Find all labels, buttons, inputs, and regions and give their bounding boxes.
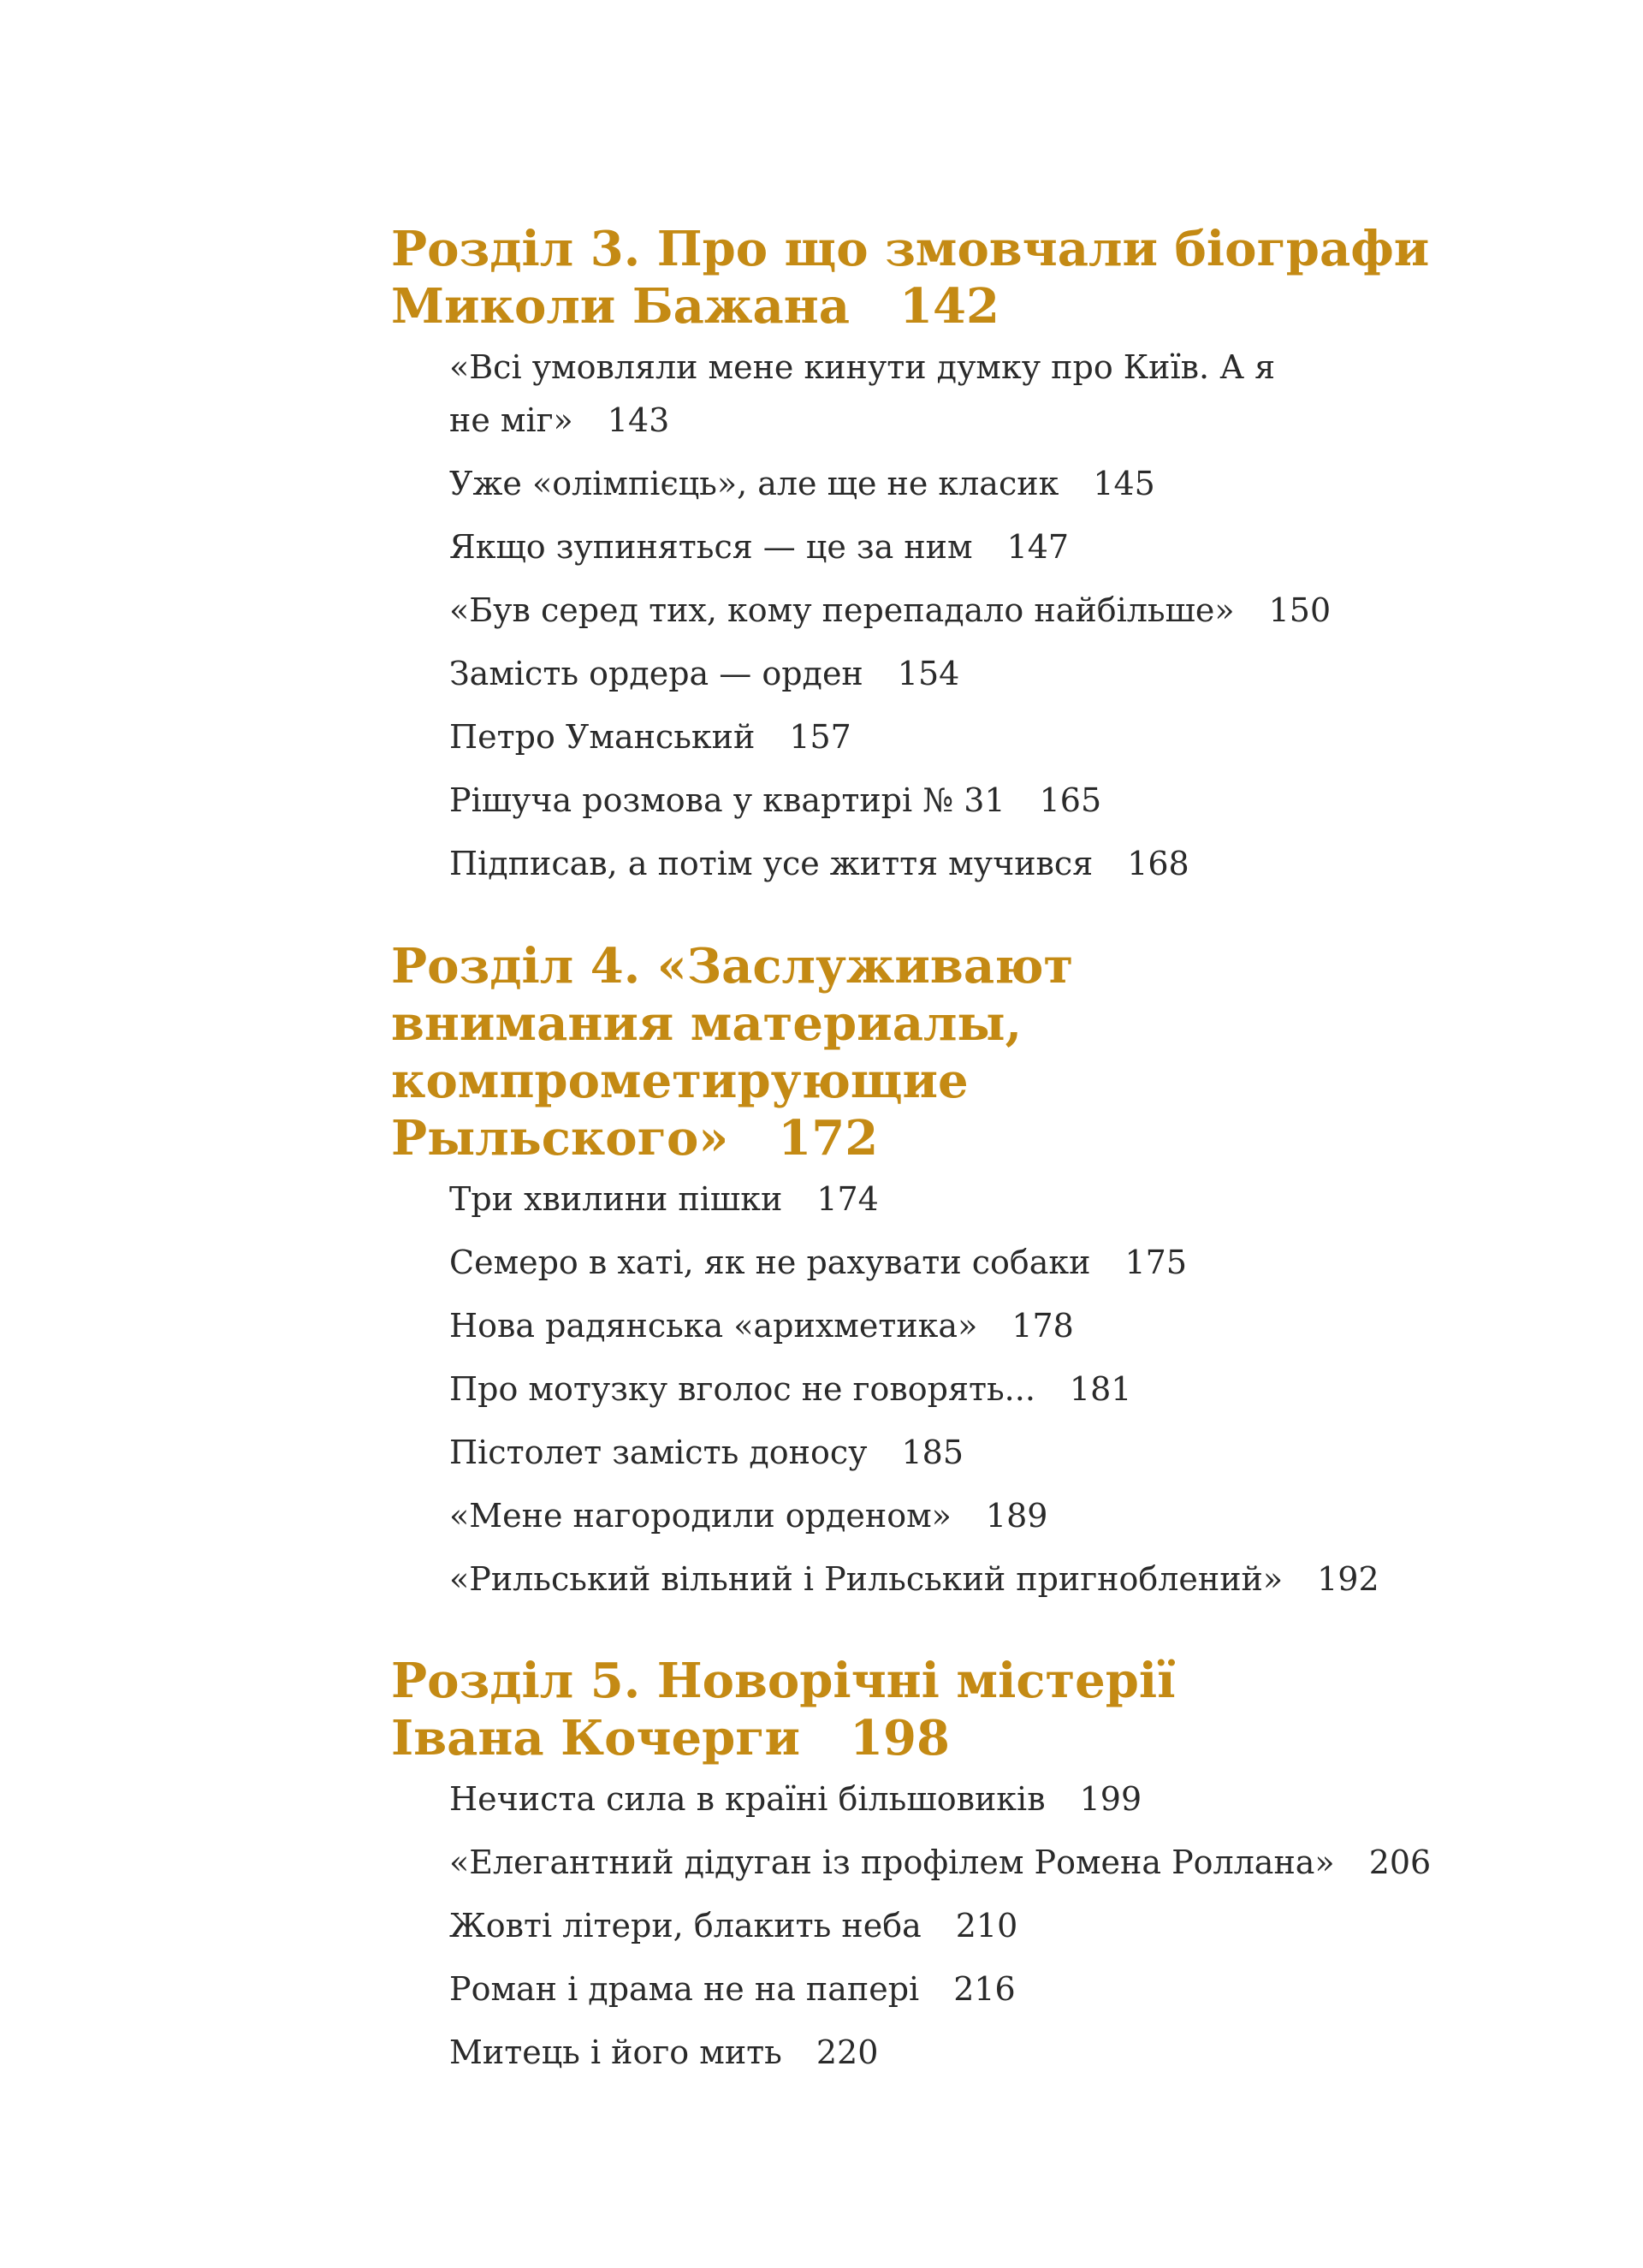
chapter-page-number: 198 xyxy=(850,1710,950,1766)
toc-entry xyxy=(449,1772,1504,1826)
toc-entry xyxy=(449,1173,1504,1226)
entry-page-number: 220 xyxy=(816,2033,879,2071)
entry-page-number: 206 xyxy=(1368,1843,1432,1881)
chapter-title: Розділ 3. Про що змовчали біографи Миколи Бажана xyxy=(391,221,1430,335)
entry-title: Рішуча розмова у квартирі № 31 xyxy=(449,781,1005,819)
chapter-3 xyxy=(391,221,1504,890)
entry-page-number: 178 xyxy=(1011,1307,1074,1345)
entry-title: Три хвилини пішки xyxy=(449,1180,783,1218)
entry-title: «Був серед тих, кому перепадало найбільше» xyxy=(449,591,1235,629)
entry-title: Підписав, а потім усе життя мучився xyxy=(449,845,1094,882)
entry-title: Семеро в хаті, як не рахувати собаки xyxy=(449,1244,1091,1281)
toc-entry xyxy=(449,837,1504,890)
entry-title: Про мотузку вголос не говорять... xyxy=(449,1370,1035,1408)
toc-entry xyxy=(449,520,1504,573)
entry-title: Нова радянська «арихметика» xyxy=(449,1307,978,1345)
table-of-contents xyxy=(391,221,1504,2089)
toc-entry xyxy=(449,1236,1504,1289)
toc-entry xyxy=(449,1836,1504,1889)
entry-page-number: 154 xyxy=(897,655,960,692)
entry-title: Пістолет замість доносу xyxy=(449,1434,868,1471)
toc-entry xyxy=(449,1962,1504,2016)
entry-page-number: 210 xyxy=(955,1907,1018,1944)
entry-title: Митець і його мить xyxy=(449,2033,782,2071)
entry-page-number: 185 xyxy=(901,1434,964,1471)
entry-title: Петро Уманський xyxy=(449,718,756,756)
entry-page-number: 174 xyxy=(816,1180,879,1218)
entry-title: «Рильський вільний і Рильський пригноблений» xyxy=(449,1560,1284,1598)
chapter-heading xyxy=(391,221,1469,335)
entry-page-number: 165 xyxy=(1039,781,1102,819)
entry-title: «Елегантний дідуган із профілем Ромена Роллана» xyxy=(449,1843,1335,1881)
toc-entry xyxy=(449,584,1504,637)
entry-list xyxy=(391,1173,1504,1606)
toc-entry xyxy=(449,2026,1504,2079)
entry-page-number: 147 xyxy=(1006,528,1070,566)
chapter-heading xyxy=(391,938,1315,1167)
toc-entry xyxy=(449,1489,1504,1542)
toc-entry xyxy=(449,1363,1504,1416)
entry-title: Жовті літери, блакить неба xyxy=(449,1907,922,1944)
toc-entry xyxy=(449,647,1504,700)
entry-page-number: 157 xyxy=(789,718,851,756)
toc-entry xyxy=(449,710,1504,763)
entry-page-number: 192 xyxy=(1317,1560,1379,1598)
toc-entry xyxy=(449,1426,1504,1479)
entry-title: «Всі умовляли мене кинути думку про Київ. А я не міг» xyxy=(449,348,1276,439)
entry-page-number: 143 xyxy=(607,401,670,439)
entry-page-number: 216 xyxy=(953,1970,1016,2008)
entry-title: Нечиста сила в країні більшовиків xyxy=(449,1780,1046,1818)
entry-title: Замість ордера — орден xyxy=(449,655,863,692)
entry-page-number: 189 xyxy=(985,1497,1048,1535)
entry-page-number: 150 xyxy=(1268,591,1332,629)
entry-title: Уже «олімпієць», але ще не класик xyxy=(449,465,1059,502)
entry-list xyxy=(391,1772,1504,2079)
chapter-5 xyxy=(391,1653,1504,2079)
chapter-page-number: 172 xyxy=(778,1110,879,1167)
chapter-title: Розділ 5. Новорічні містерії Івана Кочерги xyxy=(391,1653,1176,1766)
entry-page-number: 199 xyxy=(1079,1780,1142,1818)
chapter-page-number: 142 xyxy=(899,278,999,335)
toc-entry xyxy=(449,341,1305,447)
chapter-title: Розділ 4. «Заслуживают внимания материалы, компрометирующие Рыльского» xyxy=(391,938,1074,1167)
entry-list xyxy=(391,341,1504,890)
toc-entry xyxy=(449,457,1504,510)
entry-page-number: 168 xyxy=(1127,845,1189,882)
chapter-4 xyxy=(391,938,1504,1606)
entry-title: Роман і драма не на папері xyxy=(449,1970,920,2008)
entry-page-number: 175 xyxy=(1124,1244,1188,1281)
entry-page-number: 181 xyxy=(1069,1370,1132,1408)
entry-title: Якщо зупиняться — це за ним xyxy=(449,528,973,566)
entry-title: «Мене нагородили орденом» xyxy=(449,1497,952,1535)
chapter-heading xyxy=(391,1653,1247,1767)
entry-page-number: 145 xyxy=(1093,465,1155,502)
toc-entry xyxy=(449,1553,1504,1606)
toc-entry xyxy=(449,1899,1504,1952)
toc-entry xyxy=(449,1299,1504,1352)
toc-entry xyxy=(449,774,1504,827)
